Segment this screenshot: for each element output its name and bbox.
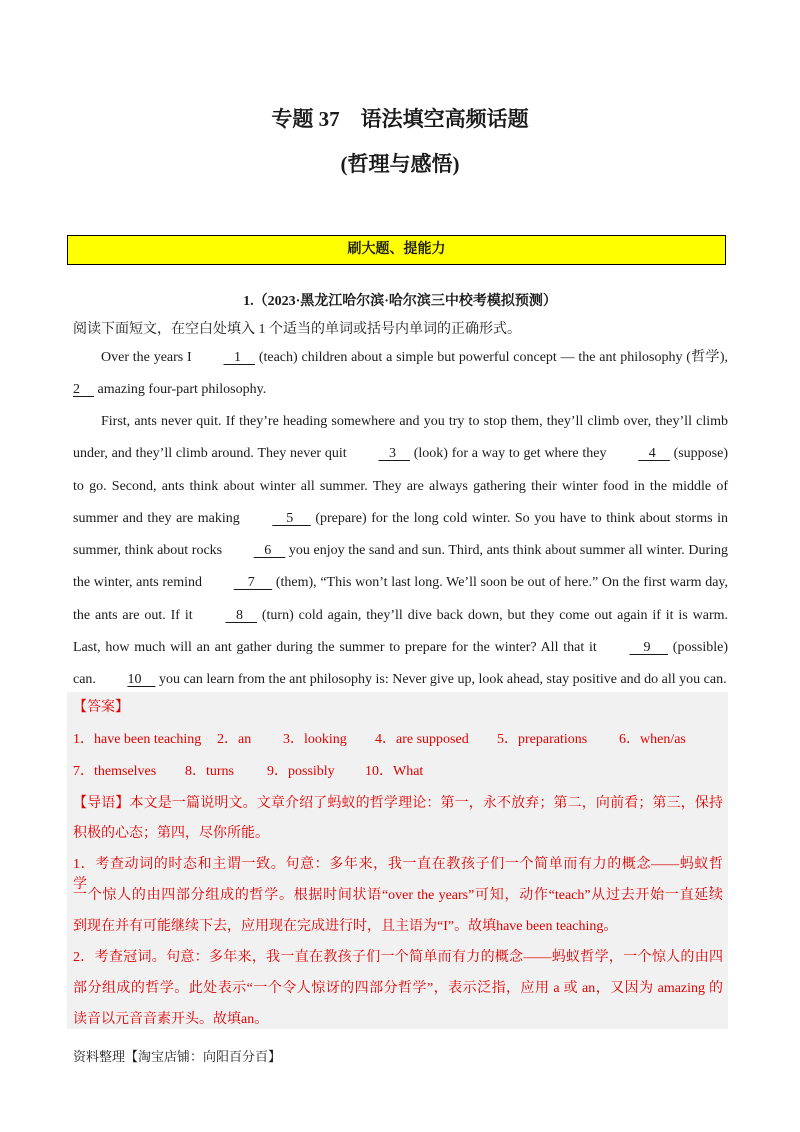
answer-item: 5．preparations [497,732,588,747]
footer-text: 资料整理【淘宝店铺：向阳百分百】 [73,1049,282,1064]
blank-10: 10 [127,672,156,688]
passage-text: you enjoy the sand and sun. Third, ants think about summer all winter. During the winter, ants remind [73,543,728,591]
answer-item: 9．possibly [267,764,335,779]
blank-2: 2 [73,382,94,397]
blank-4: 4 [638,446,670,462]
blank-7: 7 [233,575,273,591]
passage-text: amazing four-part philosophy. [94,382,267,397]
passage-text: you can learn from the ant philosophy is: Never give up, look ahead, stay positive and do all you can. [155,672,727,688]
answer-item: 1．have been teaching [73,732,202,747]
passage-text: Over the years I [101,350,196,365]
explanation-1: 一个惊人的由四部分组成的哲学。根据时间状语“over the years”可知，动作“teach”从过去开始一直延续 [73,888,723,903]
blank-5: 5 [272,510,311,526]
blank-1: 1 [223,350,256,365]
blank-6: 6 [253,543,286,559]
guide-text: 积极的心态；第四，尽你所能。 [73,826,269,841]
passage-text: (prepare) for the long cold winter. So you have to think about storms in summer, think about rocks [73,510,728,559]
answer-item: 2．an [217,732,252,747]
passage-paragraph-1 [73,342,728,374]
explanation-2: 2．考查冠词。句意：多年来，我一直在教孩子们一个简单而有力的概念——蚂蚁哲学，一个惊人的由四 [73,950,723,965]
passage-paragraph-2 [73,406,728,697]
passage-text: (them), “This won’t last long. We’ll soon be out of here.” On the first warm day, the ants are out. If it [73,575,728,623]
passage-text: (suppose) to go. Second, ants think about winter all summer. They are always gathering their winter food in the middle of summer and they are making [73,446,729,526]
explanation-1: 到现在并有可能继续下去，应用现在完成进行时，且主语为“I”。故填have been teaching。 [73,919,618,934]
answer-item: 7．themselves [73,764,157,779]
section-banner: 刷大题、提能力 [67,235,726,265]
blank-3: 3 [378,446,410,462]
blank-8: 8 [225,607,257,623]
passage-paragraph-1-cont [73,374,728,406]
guide-text: 【导语】本文是一篇说明文。文章介绍了蚂蚁的哲学理论：第一，永不放弃；第二，向前看；第三，保持 [73,796,723,811]
passage-text: First, ants never quit. If they’re heading somewhere and you try to stop them, they’ll climb over, they’ll climb under, and they’ll climb around. They never quit [73,414,728,462]
passage-text: (possible) can. [73,640,728,688]
passage-text: (turn) cold again, they’ll dive back down, but they come out again if it is warm. Last, how much will an ant gather during the summer to prepare for the winter? All that it [73,607,728,656]
answer-item: 8．turns [185,764,234,779]
answer-item: 6．when/as [619,732,686,747]
answer-item: 10．What [365,764,424,779]
answer-heading: 【答案】 [73,700,129,715]
explanation-2: 部分组成的哲学。此处表示“一个令人惊讶的四部分哲学”，表示泛指，应用 a 或 an，又因为 amazing 的 [73,981,723,996]
page-subtitle: (哲理与感悟) [340,152,460,176]
blank-9: 9 [629,640,669,656]
answer-item: 4．are supposed [375,732,469,747]
explanation-2: 读音以元音音素开头。故填an。 [73,1012,269,1027]
answer-item: 3．looking [283,732,347,747]
answer-section [67,692,728,1029]
passage-text: (teach) children about a simple but powerful concept — the ant philosophy (哲学), [255,350,728,365]
answer-row-1 [73,728,686,748]
question-header: 1.（2023·黑龙江哈尔滨·哈尔滨三中校考模拟预测） [243,294,557,309]
page-title: 专题 37 语法填空高频话题 [271,107,529,131]
instruction-text: 阅读下面短文，在空白处填入 1 个适当的单词或括号内单词的正确形式。 [73,322,521,337]
answer-row-2 [73,760,423,780]
explanation-1: 1．考查动词的时态和主谓一致。句意：多年来，我一直在教孩子们一个简单而有力的概念——蚂蚁哲学， [73,857,723,892]
passage-text: (look) for a way to get where they [409,446,611,462]
